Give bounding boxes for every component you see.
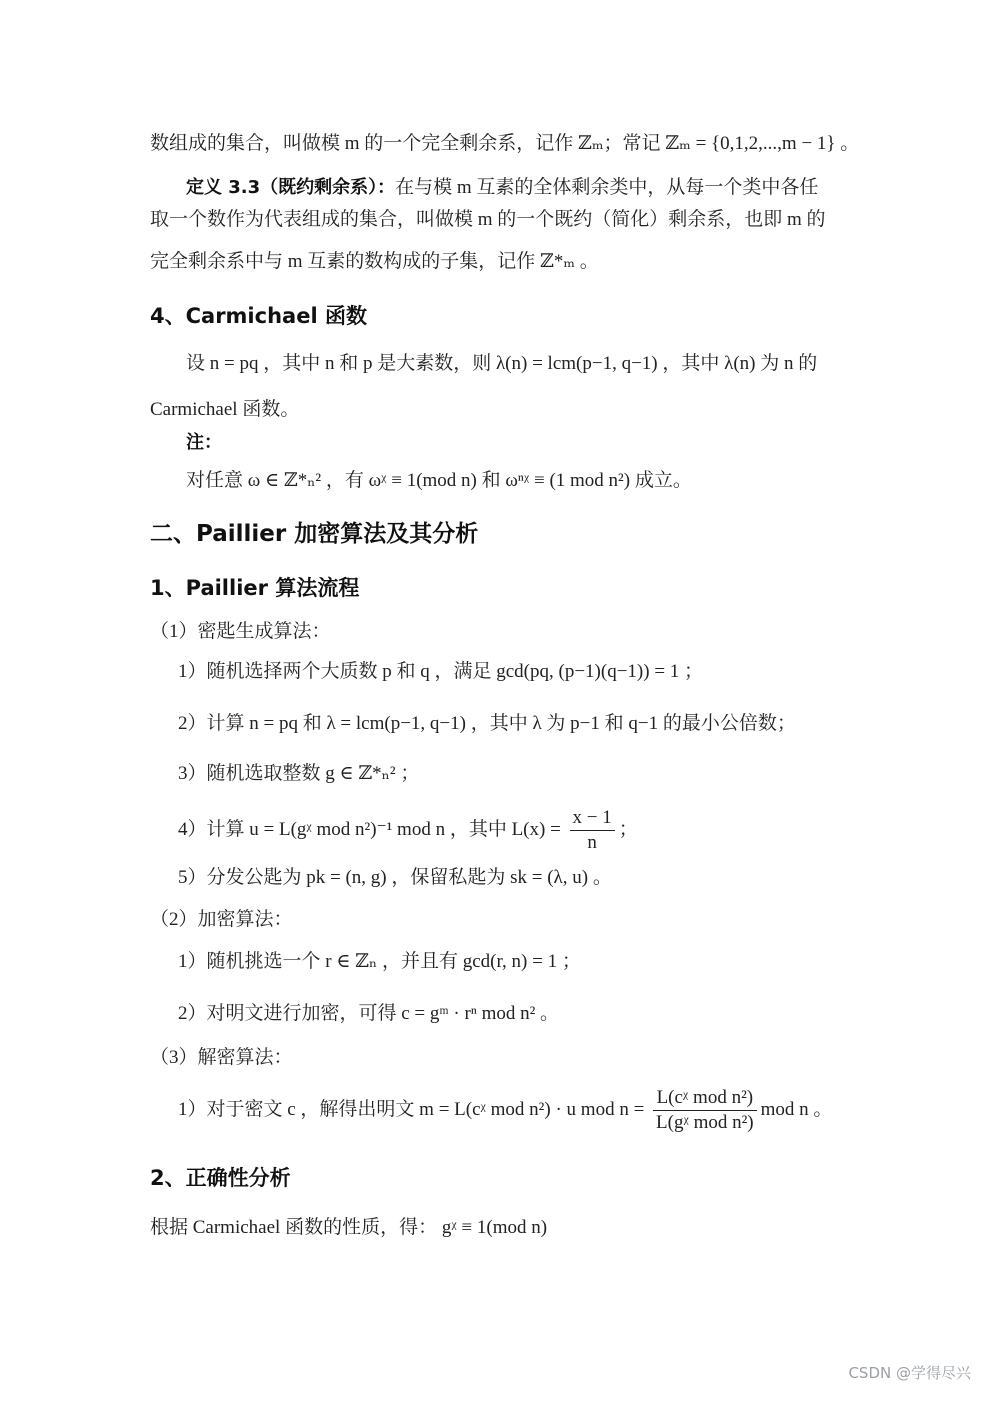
text-line: Carmichael 函数。: [150, 399, 300, 420]
definition-line: [186, 176, 818, 200]
subsection-label: （1）密匙生成算法：: [150, 621, 331, 642]
step-line: [178, 1086, 832, 1135]
section-heading: 2、正确性分析: [150, 1166, 291, 1190]
note-text: 对任意 ω ∈ ℤ*ₙ² ，有 ωᵡ ≡ 1(mod n) 和 ωⁿᵡ ≡ (1 mod n²) 成立。: [186, 470, 692, 491]
definition-title: 定义 3.3（既约剩余系）：: [186, 177, 396, 198]
step-line: 2）计算 n = pq 和 λ = lcm(p−1, q−1) ，其中 λ 为 p−1 和 q−1 的最小公倍数；: [178, 713, 796, 734]
fraction-denominator: n: [570, 830, 615, 855]
definition-line: 取一个数作为代表组成的集合，叫做模 m 的一个既约（简化）剩余系，也即 m 的: [150, 209, 826, 230]
formula-text: 1）对于密文 c ，解得出明文 m = L(cᵡ mod n²) · u mod n =: [178, 1098, 650, 1120]
text-line: 根据 Carmichael 函数的性质，得： gᵡ ≡ 1(mod n): [150, 1217, 548, 1238]
step-line: [178, 806, 638, 855]
section-heading: 4、Carmichael 函数: [150, 304, 367, 328]
fraction: [653, 1086, 757, 1135]
fraction-numerator: L(cᵡ mod n²): [656, 1087, 754, 1108]
note-label: 注：: [186, 432, 222, 453]
step-line: 1）随机挑选一个 r ∈ ℤₙ ，并且有 gcd(r, n) = 1 ；: [178, 951, 581, 972]
section-heading: 1、Paillier 算法流程: [150, 576, 360, 600]
subsection-label: （3）解密算法：: [150, 1047, 293, 1068]
text-line: 数组成的集合，叫做模 m 的一个完全剩余系，记作 ℤₘ；常记 ℤₘ = {0,1,2,...,m − 1} 。: [150, 133, 860, 154]
subsection-label: （2）加密算法：: [150, 909, 293, 930]
step-line: 3）随机选取整数 g ∈ ℤ*ₙ² ；: [178, 763, 420, 784]
fraction: [570, 806, 615, 855]
formula-text: 4）计算 u = L(gᵡ mod n²)⁻¹ mod n ，其中 L(x) =: [178, 818, 566, 840]
formula-text: mod n 。: [760, 1098, 833, 1120]
definition-line: 完全剩余系中与 m 互素的数构成的子集，记作 ℤ*ₘ 。: [150, 251, 599, 272]
chapter-heading: 二、Paillier 加密算法及其分析: [150, 521, 479, 547]
step-line: 5）分发公匙为 pk = (n, g) ，保留私匙为 sk = (λ, u) 。: [178, 867, 612, 888]
fraction-numerator: x − 1: [572, 807, 612, 828]
text-line: 设 n = pq ，其中 n 和 p 是大素数，则 λ(n) = lcm(p−1, q−1) ，其中 λ(n) 为 n 的: [186, 353, 818, 374]
fraction-denominator: L(gᵡ mod n²): [653, 1110, 757, 1135]
formula-text: ；: [618, 818, 638, 840]
definition-text: 在与模 m 互素的全体剩余类中，从每一个类中各任: [395, 177, 819, 198]
step-line: 2）对明文进行加密，可得 c = gᵐ · rⁿ mod n² 。: [178, 1003, 560, 1024]
watermark: CSDN @学得尽兴: [848, 1364, 971, 1382]
step-line: 1）随机选择两个大质数 p 和 q ，满足 gcd(pq, (p−1)(q−1)) = 1 ；: [178, 661, 704, 682]
